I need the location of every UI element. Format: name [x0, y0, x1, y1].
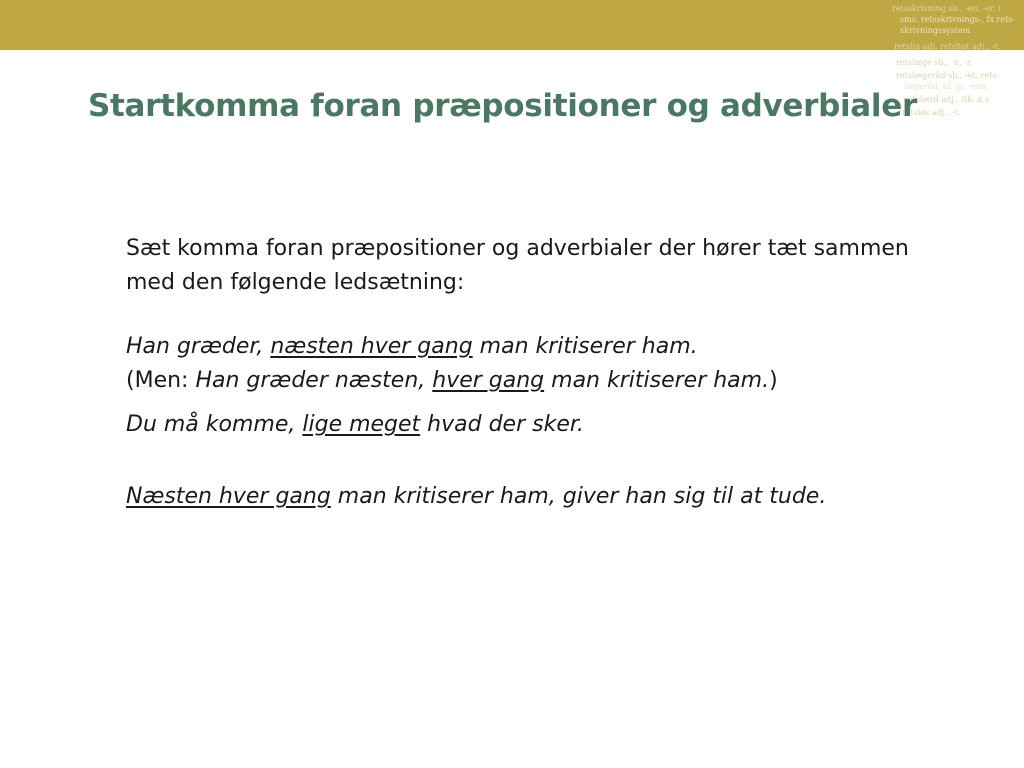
watermark-line: retslærd adj., itk. d.s. — [904, 95, 992, 104]
underlined-phrase: Næsten hver gang — [126, 484, 331, 509]
watermark-line: retsskrivning sb., -en, -er, i — [892, 4, 1001, 13]
slide-body — [126, 232, 926, 514]
watermark-line: retsløs adj., -t. — [902, 108, 961, 117]
underlined-phrase: næsten hver gang — [270, 334, 473, 359]
watermark-line: sms. retsskrivnings-, fx rets- — [900, 15, 1016, 24]
example-sentence-1-note: (Men: Han græder næsten, hver gang man kritiserer ham.) — [126, 368, 778, 393]
example-sentence-3: Næsten hver gang man kritiserer ham, giver han sig til at tude. — [126, 484, 827, 509]
watermark-line: retslig adj. retsligt adj., -t. — [894, 42, 1001, 51]
watermark-line: skrivningssystem — [900, 26, 971, 35]
underlined-phrase: hver gang — [432, 368, 545, 393]
example-sentence-1: Han græder, næsten hver gang man kritiserer ham. — [126, 334, 698, 359]
intro-paragraph: Sæt komma foran præpositioner og adverbialer der hører tæt sammen med den følgende ledsætning: — [126, 236, 909, 295]
example-sentence-2: Du må komme, lige meget hvad der sker. — [126, 412, 584, 437]
watermark-line: retslæge sb., -n, -r. — [896, 58, 973, 67]
slide-title: Startkomma foran præpositioner og adverbialer — [88, 88, 917, 124]
underlined-phrase: lige meget — [302, 412, 421, 437]
top-color-band — [0, 0, 1024, 50]
watermark-line: lægeråd, bf. pl. -ene. — [904, 82, 989, 91]
watermark-line: retslægeråd sb., -et, rets- — [896, 71, 1000, 80]
